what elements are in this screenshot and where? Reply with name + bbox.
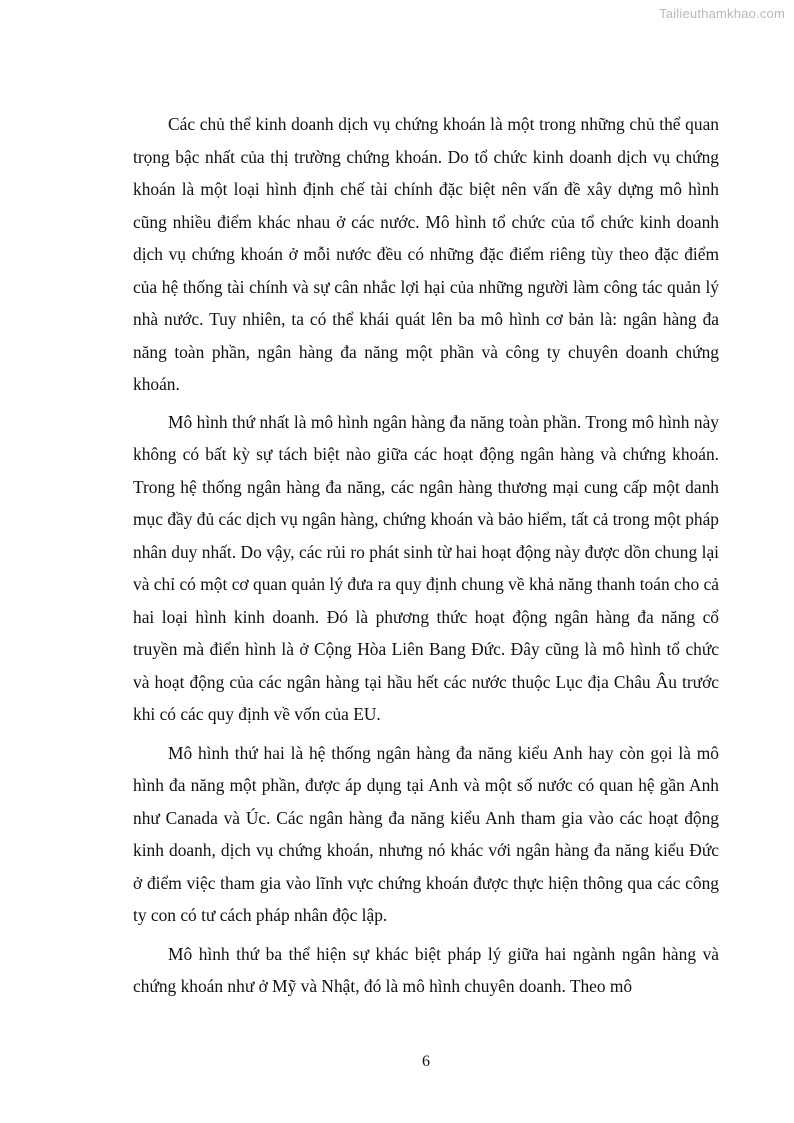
paragraph-4: Mô hình thứ ba thể hiện sự khác biệt pháp lý giữa hai ngành ngân hàng và chứng khoán như ở Mỹ và Nhật, đó là mô hình chuyên doanh. Theo mô [133, 943, 719, 996]
page-number: 6 [422, 1053, 430, 1070]
paragraph-3: Mô hình thứ hai là hệ thống ngân hàng đa năng kiểu Anh hay còn gọi là mô hình đa năng một phần, được áp dụng tại Anh và một số nước có quan hệ gần Anh như Canada và Úc. Các ngân hàng đa năng kiểu Anh tham gia vào các hoạt động kinh doanh, dịch vụ chứng khoán, nhưng nó khác với ngân hàng đa năng kiểu Đức ở điểm việc tham gia vào lĩnh vực chứng khoán được thực hiện thông qua các công ty con có tư cách pháp nhân độc lập. [133, 742, 719, 925]
document-body [133, 108, 719, 1003]
paragraph-2: Mô hình thứ nhất là mô hình ngân hàng đa năng toàn phần. Trong mô hình này không có bất kỳ sự tách biệt nào giữa các hoạt động ngân hàng và chứng khoán. Trong hệ thống ngân hàng đa năng, các ngân hàng thương mại cung cấp một danh mục đầy đủ các dịch vụ ngân hàng, chứng khoán và bảo hiểm, tất cả trong một pháp nhân duy nhất. Do vậy, các rủi ro phát sinh từ hai hoạt động này được dồn chung lại và chỉ có một cơ quan quản lý đưa ra quy định chung về khả năng thanh toán cho cả hai loại hình kinh doanh. Đó là phương thức hoạt động ngân hàng đa năng cổ truyền mà điển hình là ở Cộng Hòa Liên Bang Đức. Đây cũng là mô hình tổ chức và hoạt động của các ngân hàng tại hầu hết các nước thuộc Lục địa Châu Âu trước khi có các quy định về vốn của EU. [133, 411, 719, 724]
paragraph-1: Các chủ thể kinh doanh dịch vụ chứng khoán là một trong những chủ thể quan trọng bậc nhất của thị trường chứng khoán. Do tổ chức kinh doanh dịch vụ chứng khoán là một loại hình định chế tài chính đặc biệt nên vấn đề xây dựng mô hình cũng nhiều điểm khác nhau ở các nước. Mô hình tổ chức của tổ chức kinh doanh dịch vụ chứng khoán ở mỗi nước đều có những đặc điểm riêng tùy theo đặc điểm của hệ thống tài chính và sự cân nhắc lợi hại của những người làm công tác quản lý nhà nước. Tuy nhiên, ta có thể khái quát lên ba mô hình cơ bản là: ngân hàng đa năng toàn phần, ngân hàng đa năng một phần và công ty chuyên doanh chứng khoán. [133, 114, 719, 394]
watermark-text: Tailieuthamkhao.com [659, 6, 785, 21]
